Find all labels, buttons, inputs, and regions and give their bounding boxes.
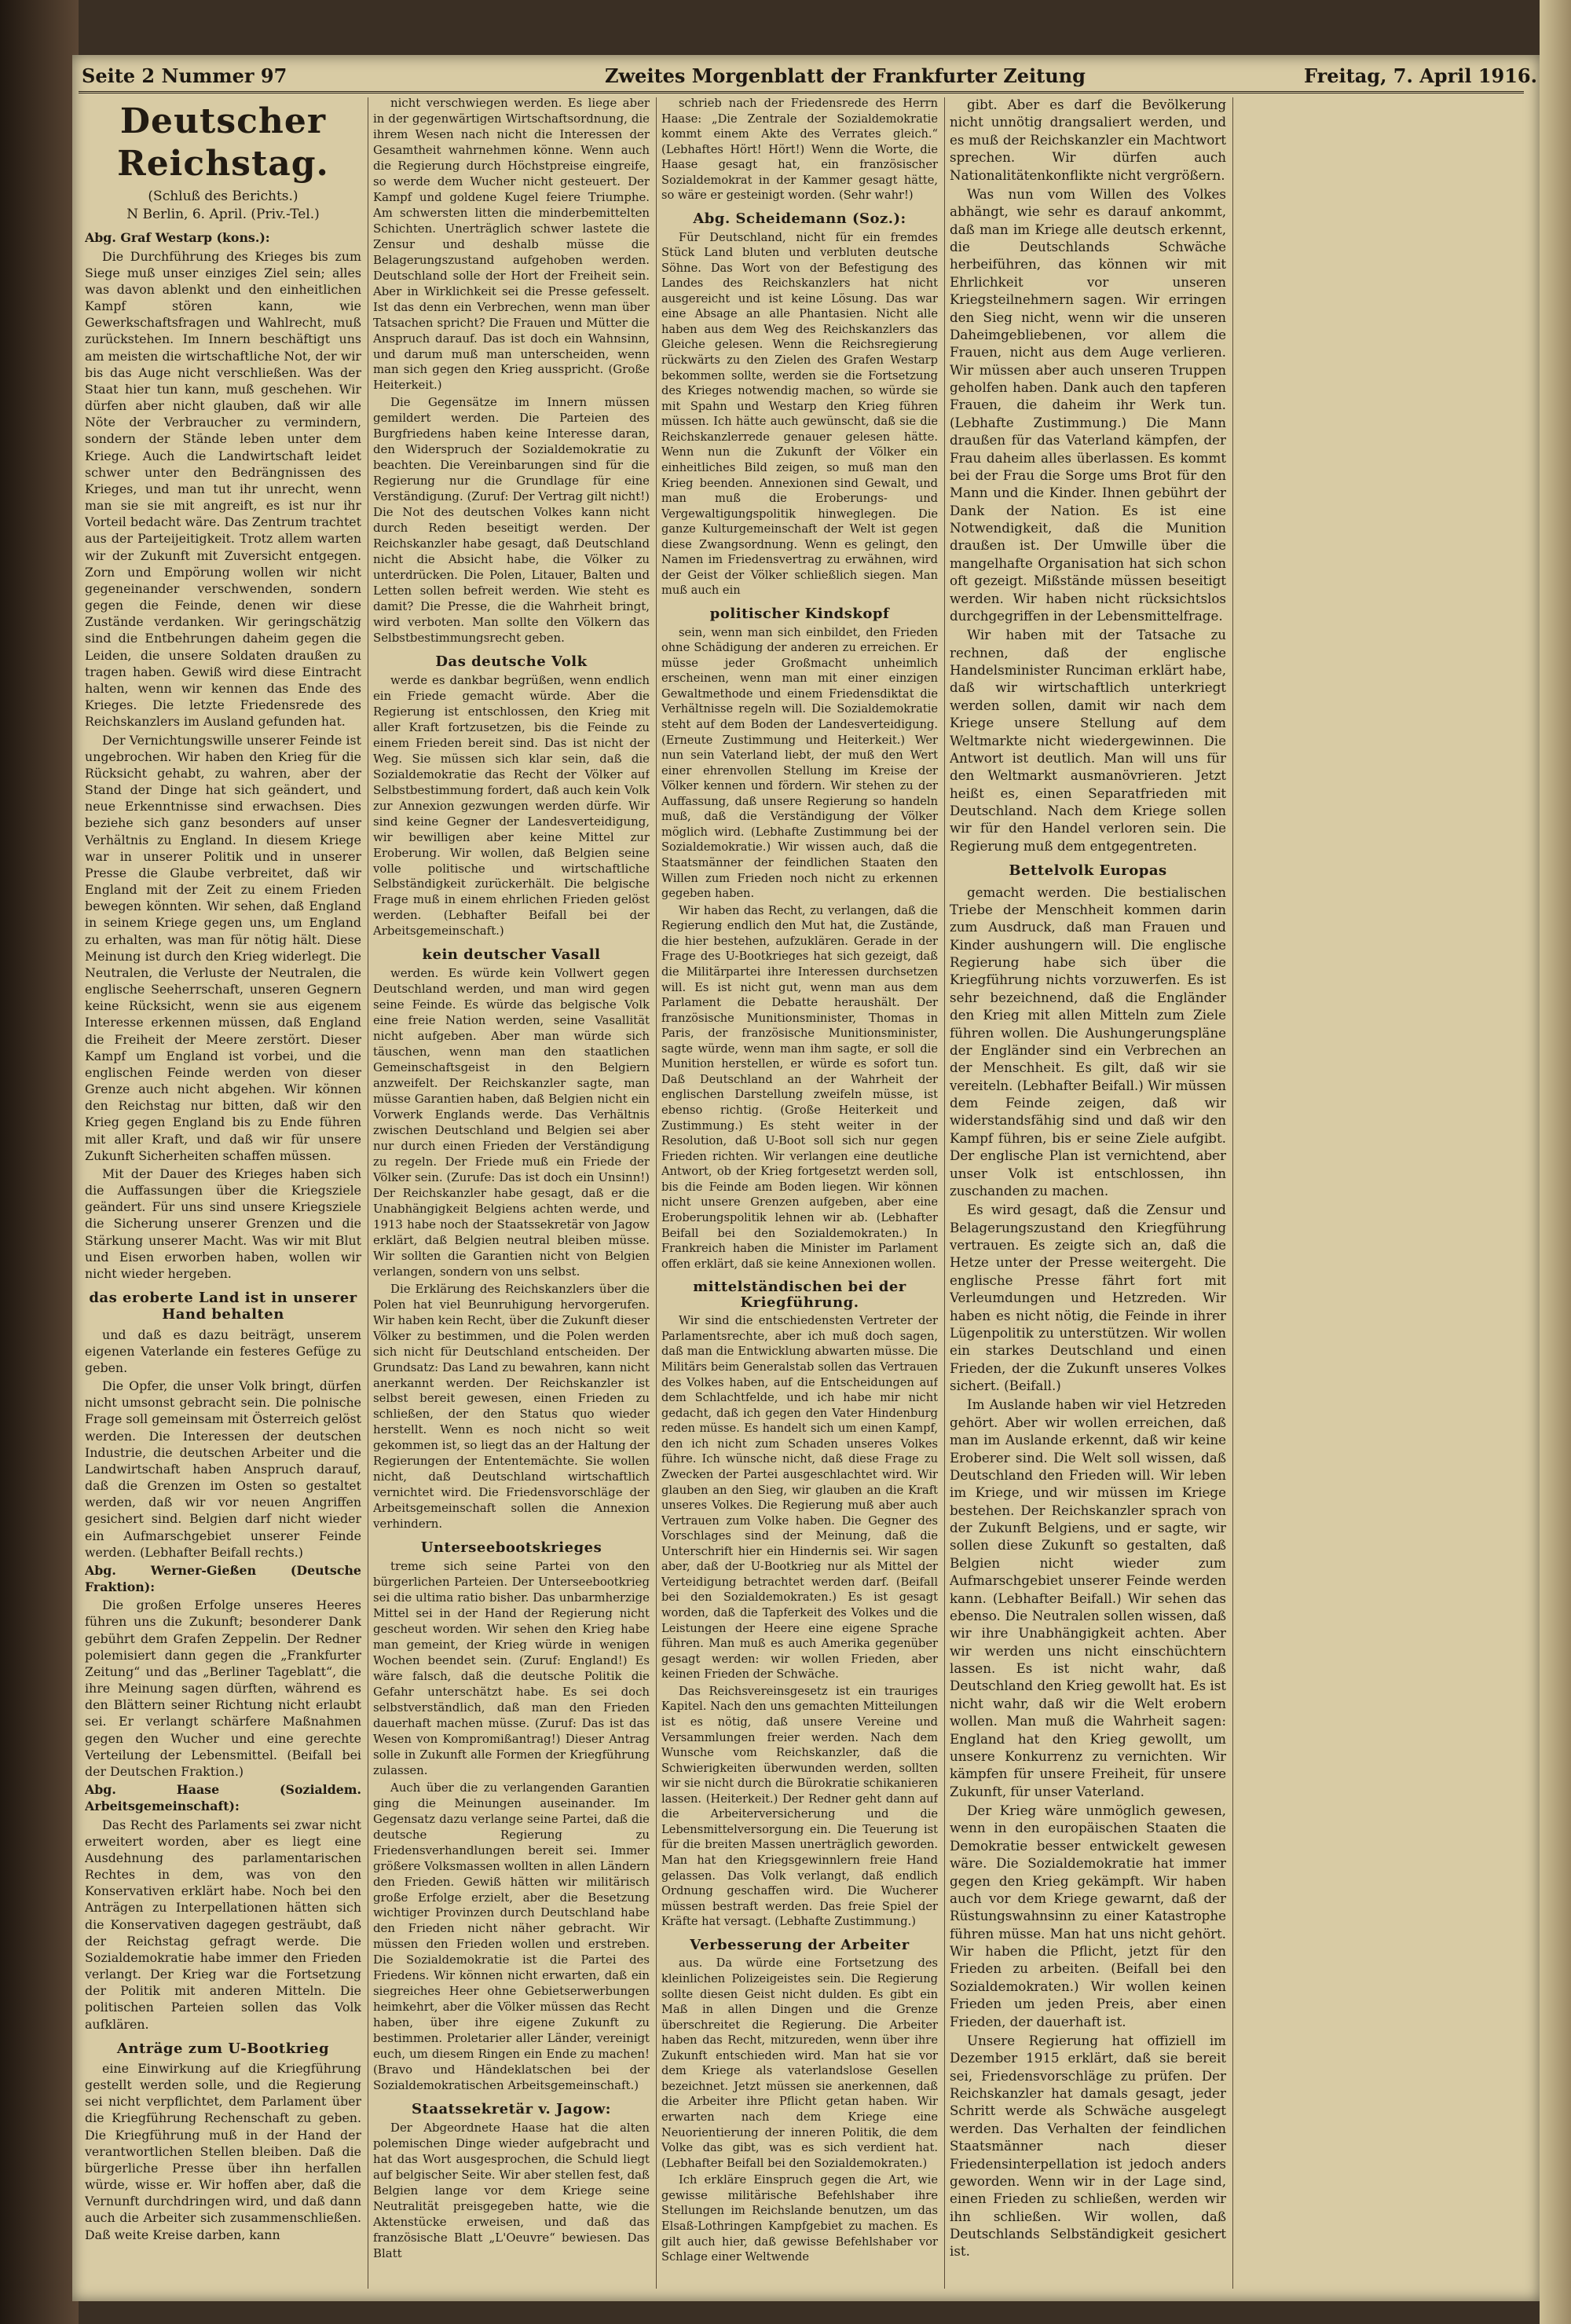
paragraph: Die Durchführung des Krieges bis zum Siege muß unser einziges Ziel sein; alles was davon ablenkt und den einheitlichen Kampf stören kann, wie Gewerkschaftsfragen und Wahlrecht, muß zurückstehen. Im Innern beschäftigt uns am meisten die wirtschaftliche Not, der wir bis das Auge nicht verschließen. Was der Staat hier tun kann, muß geschehen. Wir dürfen aber nicht glauben, daß wir alle Nöte der Verbraucher zu vermindern, sondern der Stände leben unter dem Kriege. Auch die Landwirtschaft leidet schwer unter den Bedrängnissen des Krieges, und man tut ihr unrecht, wenn man sie sie mit angreift, es ist nur ihr Vorteil bedacht wäre. Das Zentrum trachtet aus der Parteijeitigkeit. Trotz allem warten wir der Zukunft mit Zuversicht entgegen. Zorn und Empörung wollen wir nicht gegeneinander verschwenden, sondern gegen die Feinde, denen wir diese Zustände verdanken. Wir geringschätzig sind die Entbehrungen daheim gegen die Leiden, die unsere Soldaten draußen zu tragen haben. Gewiß wird diese Eintracht halten, wenn wir kennen das Ende des Krieges. Die letzte Friedensrede des Reichskanzlers im Ausland gefunden hat.	[85, 248, 361, 730]
column-rule	[656, 97, 657, 2289]
section-heading: Das deutsche Volk	[435, 653, 588, 670]
paragraph: Der Abgeordnete Haase hat die alten polemischen Dinge wieder aufgebracht und hat das Wort ausgesprochen, die Schuld liegt auf belgischer Seite. Wir aber stellen fest, daß Belgien lange vor dem Kriege seine Neutralität preisgegeben hatte, wie die Aktenstücke erweisen, und daß das französische Blatt „L'Oeuvre“ bewiesen. Das Blatt	[373, 2121, 650, 2260]
column-rule	[944, 97, 945, 2289]
article-subtitle: (Schluß des Berichts.)	[148, 188, 298, 204]
paragraph: Das Recht des Parlaments sei zwar nicht erweitert worden, aber es liegt eine Ausdehnung des parlamentarischen Rechtes in dem, was von den Konservativen erklärt habe. Noch bei den Anträgen zu Interpellationen hätten sich die Konservativen dagegen gesträubt, daß der Reichstag gefragt werde. Die Sozialdemokratie habe immer den Frieden verlangt. Der Krieg war die Fortsetzung der Politik mit anderen Mitteln. Die politischen Parteien sollen das Volk aufklären.	[85, 1817, 361, 2032]
column-rule	[1232, 97, 1233, 2289]
section-heading: mittelständischen bei der Kriegführung.	[693, 1279, 906, 1311]
dateline: N Berlin, 6. April. (Priv.-Tel.)	[126, 207, 320, 223]
speaker-heading: Abg. Scheidemann (Soz.):	[693, 210, 906, 227]
paragraph: Die Gegensätze im Innern müssen gemildert werden. Die Parteien des Burgfriedens haben keine Interesse daran, den Widerspruch der Sozialdemokratie zu beachten. Die Vereinbarungen sind für die Regierung nur die Grundlage für eine Verständigung. (Zuruf: Der Vertrag gilt nicht!) Die Not des deutschen Volkes kann nicht durch Reden beseitigt werden. Der Reichskanzler habe gesagt, daß Deutschland nicht die Absicht habe, die Völker zu unterdrücken. Die Polen, Litauer, Balten und Letten sollen befreit werden. Wie steht es damit? Die Presse, die die Wahrheit bringt, wird verboten. Man sollte den Völkern das Selbstbestimmungsrecht geben.	[373, 395, 650, 645]
paragraph: gibt. Aber es darf die Bevölkerung nicht unnötig drangsaliert werden, und es muß der Reichskanzler ein Machtwort sprechen. Wir dürfen auch Nationalitätenkonflikte nicht vergrößern.	[950, 97, 1226, 183]
paragraph: und daß es dazu beiträgt, unserem eigenen Vaterlande ein festeres Gefüge zu geben.	[85, 1327, 361, 1375]
speaker-heading: Abg. Graf Westarp (kons.):	[85, 230, 270, 246]
paragraph: Wir haben das Recht, zu verlangen, daß die Regierung endlich den Mut hat, die Zustände, die hier bestehen, aufzuklären. Gerade in der Frage des U-Bootkrieges hat sich gezeigt, daß die Militärpartei ihre Interessen durchsetzen will. Es ist nicht gut, wenn man aus dem Parlament die Debatte heraushält. Der französische Munitionsminister, Thomas in Paris, der französische Munitionsminister, sagte würde, wenn man ihm sagte, er soll die Munition herstellen, er würde es sofort tun. Daß Deutschland an der Wahrheit der englischen Darstellung zweifeln müsse, ist ebenso richtig. (Große Heiterkeit und Zustimmung.) Es steht weiter in der Resolution, daß U-Boot soll sich nur gegen Frieden richten. Wir verlangen eine deutliche Antwort, ob der Krieg fortgesetzt werden soll, bis die Feinde am Boden liegen. Wir können nicht unsere Grenzen aufgeben, aber eine Eroberungspolitik lehnen wir ab. (Lebhafter Beifall bei den Sozialdemokraten.) In Frankreich haben die Minister im Parlament offen erklärt, daß sie keine Annexionen wollen.	[661, 903, 938, 1271]
header-rule	[79, 91, 1524, 93]
section-heading: politischer Kindskopf	[709, 606, 890, 622]
paragraph: Ich erkläre Einspruch gegen die Art, wie gewisse militärische Befehlshaber ihre Stellungen im Reichslande benutzen, um das Elsaß-Lothringen Kampfgebiet zu machen. Es gilt auch hier, daß gewisse Befehlshaber vor Schlage einer Weltwende	[661, 2173, 938, 2264]
paragraph: Im Auslande haben wir viel Hetzreden gehört. Aber wir wollen erreichen, daß man im Auslande erkennt, daß wir keine Eroberer sind. Die Welt soll wissen, daß Deutschland den Frieden will. Wir leben im Kriege, und wir müssen im Kriege bestehen. Der Reichskanzler sprach von der Zukunft Belgiens, und er sagte, wir sollen diese Zukunft so gestalten, daß Belgien nicht wieder zum Aufmarschgebiet unserer Feinde werden kann. (Lebhafter Beifall.) Wir sehen das ebenso. Die Neutralen sollen wissen, daß wir ihre Unabhängigkeit achten. Aber wir werden uns nicht einschüchtern lassen. Es ist nicht wahr, daß Deutschland den Krieg gewollt hat. Es ist nicht wahr, daß wir die Welt erobern wollen. Man muß die Wahrheit sagen: England hat den Krieg gewollt, um unsere Konkurrenz zu vernichten. Wir kämpfen für unsere Freiheit, für unsere Zukunft, für unser Vaterland.	[950, 1396, 1226, 1799]
section-heading: Verbesserung der Arbeiter	[690, 1936, 910, 1953]
paragraph: Der Vernichtungswille unserer Feinde ist ungebrochen. Wir haben den Krieg für die Rücksicht gehabt, zu wahren, aber der Stand der Dinge hat sich geändert, und neue Erkenntnisse sind erwachsen. Dies beziehe sich ganz besonders auf unser Verhältnis zu England. In diesem Kriege war in unserer Politik und in unserer Presse die Glaube verbreitet, daß wir England mit der Zeit zu einem Frieden bewegen könnten. Wir sehen, daß England in seinem Kriege gegen uns, um England zu erhalten, was man für nötig hält. Diese Meinung ist durch den Krieg widerlegt. Die Neutralen, die Verluste der Neutralen, die englische Seeherrschaft, unseren Gegnern keine Rücksicht, wenn sie aus eigenem Interesse erkennen müssen, daß England die Freiheit der Meere zerstört. Dieser Kampf um England ist vorbei, und die englischen Feinde werden von dieser Grenze auch nicht abgehen. Wir können den Reichstag nur bitten, daß wir den Krieg gegen England bis zu Ende führen mit aller Kraft, und daß wir für unsere Zukunft Sicherheiten schaffen müssen.	[85, 732, 361, 1163]
section-heading: Bettelvolk Europas	[1009, 862, 1167, 880]
book-spine	[0, 0, 79, 2324]
column-2	[373, 96, 650, 2264]
column-1	[85, 96, 361, 2245]
paragraph: Auch über die zu verlangenden Garantien ging die Meinungen auseinander. Im Gegensatz dazu verlange seine Partei, daß die deutsche Regierung zu Friedensverhandlungen bereit sei. Immer größere Volksmassen wollten in allen Ländern den Frieden. Gewiß hätten wir militärisch große Erfolge erzielt, aber die Besetzung wichtiger Provinzen durch Deutschland habe den Frieden nicht näher gebracht. Wir müssen den Frieden wollen und erstreben. Die Sozialdemokratie ist die Partei des Friedens. Wir können nicht erwarten, daß ein siegreiches Heer ohne Gebietserwerbungen heimkehrt, aber die Völker müssen das Recht haben, über ihre eigene Zukunft zu bestimmen. Proletarier aller Länder, vereinigt euch, um diesem Ringen ein Ende zu machen! (Bravo und Händeklatschen bei der Sozialdemokratischen Arbeitsgemeinschaft.)	[373, 1780, 650, 2093]
paragraph: Mit der Dauer des Krieges haben sich die Auffassungen über die Kriegsziele geändert. Für uns sind unsere Kriegsziele die Sicherung unserer Grenzen und die Stärkung unserer Macht. Was wir mit Blut und Eisen erworben haben, wollen wir nicht wieder hergeben.	[85, 1166, 361, 1281]
section-heading: kein deutscher Vasall	[422, 946, 601, 964]
article-title: Deutscher Reichstag.	[117, 101, 329, 184]
paragraph: Für Deutschland, nicht für ein fremdes Stück Land bluten und verbluten deutsche Söhne. Das Wort von der Befestigung des Landes des Reichskanzlers hat nicht ausgereicht und ist keine Lösung. Das war eine Absage an alle Phantasien. Nicht alle haben aus dem Weg des Reichskanzlers das Gleiche gelesen. Wenn die Reichsregierung rückwärts zu den Zielen des Grafen Westarp bekommen sollte, werden sie die Fortsetzung des Krieges notwendig machen, so würde sie mit Spahn und Westarp den Krieg führen müssen. Ich hätte auch gewünscht, daß sie die Reichskanzlerrede genauer gelesen hätte. Wenn nun die Zukunft der Völker ein einheitliches Bild zeigen, so muß man den Krieg beenden. Annexionen sind Gewalt, und man muß die Eroberungs- und Vergewaltigungspolitik hinweglegen. Die ganze Kulturgemeinschaft der Welt ist gegen diese Zwangsordnung. Wenn es gelingt, den Namen im Friedensvertrag zu erwähnen, wird der Geist der Völker schließlich siegen. Man muß auch ein	[661, 230, 938, 598]
column-3	[661, 96, 938, 2267]
section-heading: Anträge zum U-Bootkrieg	[116, 2040, 330, 2057]
paragraph: nicht verschwiegen werden. Es liege aber in der gegenwärtigen Wirtschaftsordnung, die ihrem Wesen nach nicht die Interessen der Gesamtheit wahrnehmen könne. Wenn auch die Regierung durch Höchstpreise eingreife, so werde dem Wucher nicht gesteuert. Der Kampf und goldene Kugel feiere Triumphe. Am schwersten litten die minderbemittelten Schichten. Unerträglich schwer lastete die Zensur und deshalb müsse die Belagerungszustand aufgehoben werden. Deutschland solle der Hort der Freiheit sein. Aber in Wirklichkeit sei die Presse gefesselt. Ist das denn ein Verbrechen, wenn man über Tatsachen spricht? Die Frauen und Mütter die Anspruch darauf. Das ist doch ein Wahnsinn, und darum muß man unterscheiden, wenn man sich gegen den Krieg ausspricht. (Große Heiterkeit.)	[373, 96, 650, 393]
paragraph: sein, wenn man sich einbildet, den Frieden ohne Schädigung der anderen zu erreichen. Er müsse jeder Großmacht unheimlich erscheinen, wenn man mit einer einzigen Gewaltmethode und einem Friedensdiktat die Verhältnisse regeln will. Die Sozialdemokratie steht auf dem Boden der Landesverteidigung. (Erneute Zustimmung und Heiterkeit.) Wer nun sein Vaterland liebt, der muß den Wert einer ehrenvollen Stellung im Kreise der Völker kennen und fördern. Wir stehen zu der Auffassung, daß unsere Regierung so handeln muß, daß die Verständigung der Völker möglich wird. (Lebhafte Zustimmung bei der Sozialdemokratie.) Wir wissen auch, daß die Staatsmänner der feindlichen Staaten den Willen zum Frieden noch nicht zu erkennen gegeben haben.	[661, 625, 938, 901]
paragraph: Die großen Erfolge unseres Heeres führen uns die Zukunft; besonderer Dank gebührt dem Grafen Zeppelin. Der Redner polemisiert dann gegen die „Frankfurter Zeitung“ und das „Berliner Tageblatt“, die ihre Meinung sagen dürften, während es den Blättern seiner Richtung nicht erlaubt sei. Er verlangt schärfere Maßnahmen gegen den Wucher und eine gerechte Verteilung der Lebensmittel. (Beifall bei der Deutschen Fraktion.)	[85, 1598, 361, 1779]
paragraph: Was nun vom Willen des Volkes abhängt, wie sehr es darauf ankommt, daß man im Kriege alle deutsch erkennt, die Deutschlands Schwäche herbeiführen, das können wir mit Ehrlichkeit vor unseren Kriegsteilnehmern sagen. Wir erringen den Sieg nicht, wenn wir die unseren Daheimgebliebenen, vor allem die Frauen, nicht aus dem Auge verlieren. Wir müssen aber auch unseren Truppen geholfen haben. Dank auch den tapferen Frauen, die daheim ihr Werk tun. (Lebhafte Zustimmung.) Die Mann draußen für das Vaterland kämpfen, der Frau daheim alles überlassen. Es kommt bei der Frau die Sorge ums Brot für den Mann und die Kinder. Ihnen gebührt der Dank der Nation. Es ist eine Notwendigkeit, daß die Munition draußen ist. Der Umwille über die mangelhafte Organisation hat sich schon oft gezeigt. Mißstände müssen beseitigt werden. Wir haben nicht rücksichtslos durchgegriffen in der Lebensmittelfrage.	[950, 185, 1226, 624]
paragraph: Das Reichsvereinsgesetz ist ein trauriges Kapitel. Nach den uns gemachten Mitteilungen ist es nötig, daß unsere Vereine und Versammlungen freier werden. Nach dem Wunsche vom Reichskanzler, daß die Schwierigkeiten überwunden werden, sollten wir sie nicht durch die Bürokratie schikanieren lassen. (Heiterkeit.) Der Redner geht dann auf die Arbeiterversicherung und die Lebensmittelversorgung ein. Die Teuerung ist für die breiten Massen unerträglich geworden. Man hat den Kriegsgewinnlern freie Hand gelassen. Das Volk verlangt, daß endlich Ordnung geschaffen wird. Die Wucherer müssen bestraft werden. Das freie Spiel der Kräfte hat versagt. (Lebhafte Zustimmung.)	[661, 1684, 938, 1929]
section-heading: Unterseebootskrieges	[420, 1539, 602, 1557]
speaker-heading: Abg. Haase (Sozialdem. Arbeitsgemeinschaft):	[85, 1782, 361, 1814]
paragraph: schrieb nach der Friedensrede des Herrn Haase: „Die Zentrale der Sozialdemokratie kommt einem Akte des Verrates gleich.“ (Lebhaftes Hört! Hört!) Wenn die Worte, die Haase gesagt hat, ein französischer Sozialdemokrat in der Kammer gesagt hätte, so wäre er gesteinigt worden. (Sehr wahr!)	[661, 97, 938, 203]
issue-date: Freitag, 7. April 1916.	[1304, 64, 1537, 87]
section-heading: Staatssekretär v. Jagow:	[412, 2101, 611, 2118]
paragraph: Unsere Regierung hat offiziell im Dezember 1915 erklärt, daß sie bereit sei, Friedensvorschläge zu prüfen. Der Reichskanzler hat damals gesagt, jeder Schritt werde als Schwäche ausgelegt werden. Das Verhalten der feindlichen Staatsmänner nach dieser Friedensinterpellation ist jedoch anders geworden. Wenn wir in der Lage sind, einen Frieden zu schließen, werden wir ihn schließen. Wir wollen, daß Deutschlands Selbständigkeit gesichert ist.	[950, 2032, 1226, 2260]
paragraph: aus. Da würde eine Fortsetzung des kleinlichen Polizeigeistes sein. Die Regierung sollte diesen Geist nicht dulden. Es gibt ein Maß in allen Dingen und die Grenze überschreitet die Regierung. Die Arbeiter haben das Recht, mitzureden, wenn über ihre Zukunft entschieden wird. Man hat sie vor dem Kriege als vaterlandslose Gesellen bezeichnet. Jetzt müssen sie anerkennen, daß die Arbeiter ihre Pflicht getan haben. Wir erwarten nach dem Kriege eine Neuorientierung der inneren Politik, die dem Volke das gibt, was es sich verdient hat. (Lebhafter Beifall bei den Sozialdemokraten.)	[661, 1956, 938, 2170]
column-4	[950, 96, 1226, 2262]
speaker-heading: Abg. Werner-Gießen (Deutsche Fraktion):	[85, 1562, 361, 1595]
paragraph: treme sich seine Partei von den bürgerlichen Parteien. Der Unterseebootkrieg sei die ultima ratio bisher. Das unbarmherzige Mittel sei in der Hand der Regierung nicht gescheut worden. Wir sehen den Krieg habe man gemeint, der Krieg würde in wenigen Wochen beendet sein. (Zuruf: England!) Es wäre falsch, daß die deutsche Politik die Gefahr unterschätzt habe. Es sei doch selbstverständlich, daß man den Frieden dauerhaft machen müsse. (Zuruf: Das ist das Wesen von Kompromißantrag!) Dieser Antrag solle in Zukunft alle Formen der Kriegführung zulassen.	[373, 1559, 650, 1777]
paragraph: gemacht werden. Die bestialischen Triebe der Menschheit kommen darin zum Ausdruck, daß man Frauen und Kinder aushungern will. Die englische Regierung habe sich über die Kriegführung nichts vorzuwerfen. Es ist sehr bezeichnend, daß die Engländer den Krieg mit allen Mitteln zum Ziele führen wollen. Die Aushungerungspläne der Engländer sind ein Verbrechen an der Menschheit. Es gilt, daß wir sie vereiteln. (Lebhafter Beifall.) Wir müssen dem Feinde zeigen, daß wir widerstandsfähig sind und daß wir den Kampf führen, bis er seine Ziele aufgibt. Der englische Plan ist vernichtend, aber unser Volk ist entschlossen, ihn zuschanden zu machen.	[950, 884, 1226, 1199]
page-number: Seite 2 Nummer 97	[82, 64, 287, 87]
paragraph: Die Erklärung des Reichskanzlers über die Polen hat viel Beunruhigung hervorgerufen. Wir haben kein Recht, über die Zukunft dieser Völker zu bestimmen, und die Polen werden sich nicht für Deutschland entscheiden. Der Grundsatz: Das Land zu bewahren, kann nicht anerkannt werden. Der Reichskanzler ist selbst bereit gewesen, einen Frieden zu schließen, der den Status quo wieder herstellt. Wenn es noch nicht so weit gekommen ist, so liegt das an der Haltung der Regierungen der Ententemächte. Sie wollen nicht, daß Deutschland wirtschaftlich vernichtet wird. Die Friedensvorschläge der Arbeitsgemeinschaft sollen die Annexion verhindern.	[373, 1281, 650, 1532]
paragraph: Die Opfer, die unser Volk bringt, dürfen nicht umsonst gebracht sein. Die polnische Frage soll gemeinsam mit Österreich gelöst werden. Die Interessen der deutschen Industrie, die deutschen Arbeiter und die Landwirtschaft haben Anspruch darauf, daß die Grenzen im Osten so gestaltet werden, daß wir vor neuen Angriffen gesichert sind. Belgien darf nicht wieder ein Aufmarschgebiet unserer Feinde werden. (Lebhafter Beifall rechts.)	[85, 1378, 361, 1560]
paragraph: werden. Es würde kein Vollwert gegen Deutschland werden, und man wird gegen seine Feinde. Es würde das belgische Volk eine freie Nation werden, seine Vasallität nicht aufgeben. Aber man würde sich täuschen, wenn man den staatlichen Gemeinschaftsgeist in den Belgiern anzweifelt. Der Reichskanzler sagte, man müsse Garantien haben, daß Belgien nicht ein Vorwerk Englands werde. Das Verhältnis zwischen Deutschland und Belgien sei aber nur durch einen Frieden der Verständigung zu regeln. Der Friede muß ein Friede der Völker sein. (Zurufe: Das ist doch ein Unsinn!) Der Reichskanzler habe gesagt, daß er die Unabhängigkeit Belgiens achten werde, und 1913 habe noch der Staatssekretär von Jagow erklärt, daß Belgien neutral bleiben müsse. Wir sollten die Garantien nicht von Belgien verlangen, sondern von uns selbst.	[373, 966, 650, 1279]
section-heading: das eroberte Land ist in unserer Hand behalten	[89, 1290, 357, 1323]
paragraph: Wir sind die entschiedensten Vertreter der Parlamentsrechte, aber ich muß doch sagen, daß man die Entwicklung abwarten müsse. Die Militärs beim Generalstab sollen das Vertrauen des Volkes haben, auf die Entscheidungen auf dem Schlachtfelde, und ich habe mir nicht gedacht, daß ich gegen den Vater Hindenburg reden müsse. Es handelt sich um einen Kampf, den ich nicht zum Schaden unseres Volkes führe. Ich wünsche nicht, daß diese Frage zu Zwecken der Partei ausgeschlachtet wird. Wir glauben an den Sieg, wir glauben an die Kraft unseres Volkes. Die Regierung muß aber auch Vertrauen zum Volke haben. Die Gegner des Vorschlages sind der Meinung, daß die Unterschrift hier ein Hindernis sei. Wir sagen aber, daß der U-Bootkrieg nur als Mittel der Verteidigung betrachtet werden darf. (Beifall bei den Sozialdemokraten.) Es ist gesagt worden, daß die Tapferkeit des Volkes und die Leistungen der Heere eine eigene Sprache führen. Man muß es auch Amerika gegenüber gesagt werden: wir wollen Frieden, aber keinen Frieden der Schwäche.	[661, 1314, 938, 1682]
page-edge	[1540, 0, 1571, 2324]
paragraph: Es wird gesagt, daß die Zensur und Belagerungszustand den Kriegführung vertrauen. Es zeigte sich an, daß die Hetze unter der Presse weitergeht. Die englische Presse fährt fort mit Verleumdungen und Hetzreden. Wir haben es nicht nötig, die Feinde in ihrer Lügenpolitik zu unterstützen. Wir wollen ein starkes Deutschland und einen Frieden, der die Zukunft unseres Volkes sichert. (Beifall.)	[950, 1202, 1226, 1393]
masthead: Zweites Morgenblatt der Frankfurter Zeitung	[605, 64, 1086, 87]
paragraph: Der Krieg wäre unmöglich gewesen, wenn in den europäischen Staaten die Demokratie besser entwickelt gewesen wäre. Die Sozialdemokratie hat immer gegen den Krieg gekämpft. Wir haben auch vor dem Kriege gewarnt, daß der Rüstungswahnsinn zu einer Katastrophe führen müsse. Man hat uns nicht gehört. Wir haben die Pflicht, jetzt für den Frieden zu arbeiten. (Beifall bei den Sozialdemokraten.) Wir wollen keinen Frieden um jeden Preis, aber einen Frieden, der dauerhaft ist.	[950, 1802, 1226, 2029]
paragraph: werde es dankbar begrüßen, wenn endlich ein Friede gemacht würde. Aber die Regierung ist entschlossen, den Krieg mit aller Kraft fortzusetzen, bis die Feinde zu einem Frieden bereit sind. Das ist nicht der Weg. Sie müssen sich klar sein, daß die Sozialdemokratie das Recht der Völker auf Selbstbestimmung fordert, daß auch kein Volk zur Annexion gezwungen werden dürfe. Wir sind keine Gegner der Landesverteidigung, wir bewilligen aber keine Mittel zur Eroberung. Wir wollen, daß Belgien seine volle politische und wirtschaftliche Selbständigkeit zurückerhält. Die belgische Frage muß in einem ehrlichen Frieden gelöst werden. (Lebhafter Beifall bei der Arbeitsgemeinschaft.)	[373, 672, 650, 939]
paragraph: eine Einwirkung auf die Kriegführung gestellt werden solle, und die Regierung sei nicht verpflichtet, dem Parlament über die Kriegführung Rechenschaft zu geben. Die Kriegführung muß in der Hand der verantwortlichen Stellen bleiben. Daß die bürgerliche Presse über ihn herfallen würde, wisse er. Wir hoffen aber, daß die Vernunft durchdringen wird, und daß dann auch die Arbeiter sich zusammenschließen. Daß weite Kreise darben, kann	[85, 2060, 361, 2242]
paragraph: Wir haben mit der Tatsache zu rechnen, daß der englische Handelsminister Runciman erklärt habe, daß wir wirtschaftlich unterkriegt werden sollen, damit wir nach dem Kriege unsere Stellung auf dem Weltmarkte nicht wiedergewinnen. Die Antwort ist deutlich. Man will uns für den Weltmarkt ausmanövrieren. Jetzt heißt es, einen Separatfrieden mit Deutschland. Nach dem Kriege sollen wir für den Handel verloren sein. Die Regierung muß dem entgegentreten.	[950, 627, 1226, 854]
